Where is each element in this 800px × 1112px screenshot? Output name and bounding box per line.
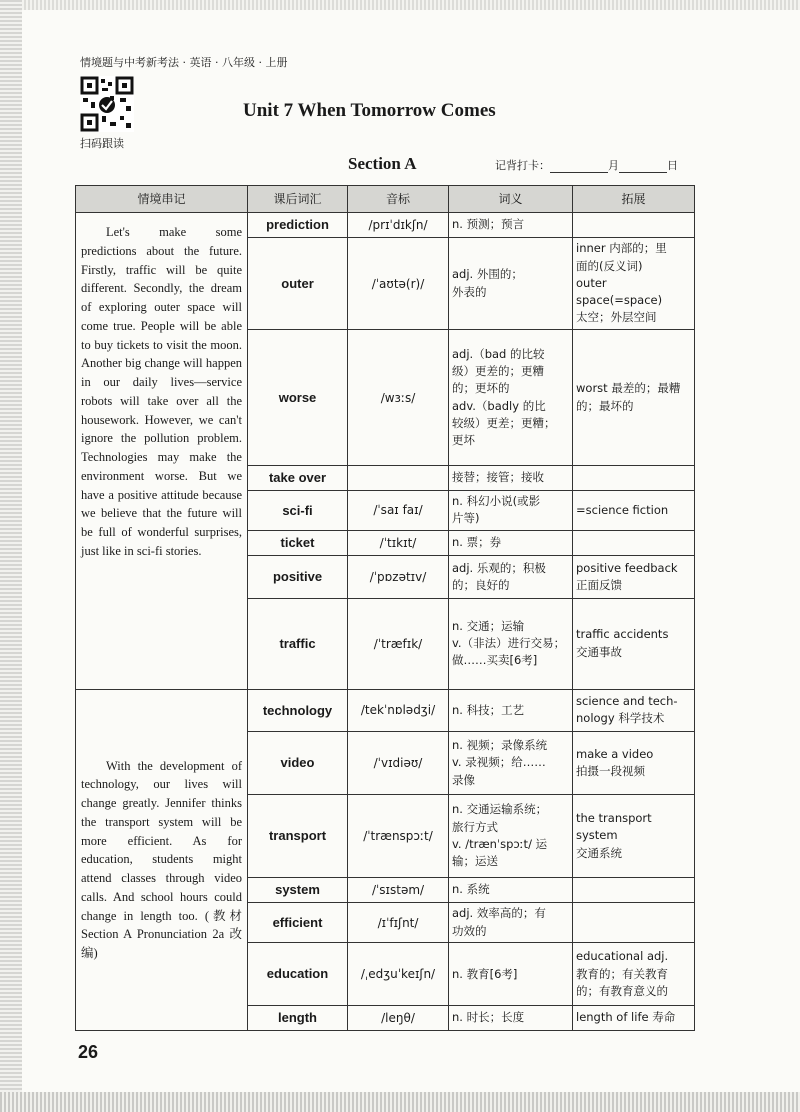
cell-line: 拍摄一段视频 [576,764,645,779]
word-cell: traffic [248,598,348,689]
cell-line: length of life 寿命 [576,1010,676,1025]
cell-line: n. 科幻小说(或影 [452,494,541,509]
extension-cell [573,1006,695,1031]
cell-line: science and tech- [576,694,678,709]
ipa-cell: /tekˈnɒlədʒi/ [348,689,449,732]
cell-line: n. 系统 [452,882,490,897]
cell-line: adj. 外围的； [452,267,523,282]
table-row [76,689,695,732]
checkin-record [495,157,678,173]
extension-cell [573,555,695,598]
cell-line: 交通系统 [576,845,622,860]
extension-cell [573,490,695,531]
cell-line: adj. 效率高的；有 [452,906,546,921]
story-paragraph: Let's make some predictions about the future. Firstly, traffic will be quite different. Secondly, the dream of exploring outer space will come true. People will be able to buy tickets to visit the moon. Another big change will happen in our daily lives—service robots will take over all the housework. However, we can't ignore the pollution problem. Technologies may make the environment worse. But we have a positive attitude because we believe that the future will be full of wonderful surprises, just like in sci-fi stories. [81,225,242,558]
ipa-cell: /prɪˈdɪkʃn/ [348,213,449,238]
extension-cell [573,598,695,689]
header-word: 课后词汇 [248,186,348,213]
cell-line: make a video [576,746,654,761]
word-cell: system [248,878,348,903]
cell-line: 的；有教育意义的 [576,983,668,998]
header-ipa: 音标 [348,186,449,213]
header-context: 情境串记 [76,186,248,213]
ipa-cell: /ˈsaɪ faɪ/ [348,490,449,531]
cell-line: 接替；接管；接收 [452,470,544,485]
ipa-cell: /ˌedʒuˈkeɪʃn/ [348,943,449,1006]
ipa-cell: /ˈvɪdiəʊ/ [348,732,449,795]
word-cell: worse [248,330,348,466]
word-cell: prediction [248,213,348,238]
story-passage-1 [76,213,248,690]
scan-edge-top [0,0,800,10]
cell-line: 录像 [452,772,475,787]
word-cell: technology [248,689,348,732]
cell-line: nology 科学技术 [576,711,665,726]
scan-edge-left [0,0,22,1112]
extension-cell [573,531,695,556]
ipa-cell: /ɪˈfɪʃnt/ [348,902,449,943]
scan-edge-bottom [0,1092,800,1112]
qr-caption: 扫码跟读 [80,137,124,150]
word-cell: ticket [248,531,348,556]
cell-line: 太空；外层空间 [576,310,657,325]
meaning-cell [449,213,573,238]
meaning-cell [449,943,573,1006]
cell-line: the transport system [576,811,652,843]
header-extension: 拓展 [573,186,695,213]
cell-line: n. 票；券 [452,535,502,550]
ipa-cell: /ˈtrænspɔːt/ [348,794,449,877]
word-cell: length [248,1006,348,1031]
cell-line: v. 录视频；给…… [452,755,546,770]
book-series-title: 情境题与中考新考法 · 英语 · 八年级 · 上册 [80,56,288,69]
cell-line: 交通事故 [576,644,622,659]
word-cell: outer [248,237,348,329]
page-number: 26 [78,1042,99,1062]
word-cell: sci-fi [248,490,348,531]
extension-cell [573,902,695,943]
unit-title: Unit 7 When Tomorrow Comes [243,100,496,121]
meaning-cell [449,531,573,556]
cell-line: n. 预测；预言 [452,217,525,232]
section-title: Section A [348,154,417,173]
cell-line: 的；最坏的 [576,398,634,413]
ipa-cell: /ˈtɪkɪt/ [348,531,449,556]
cell-line: adv.（badly 的比 [452,398,546,413]
cell-line: n. 科技；工艺 [452,702,525,717]
cell-line: 面的(反义词) [576,258,643,273]
cell-line: v. /trænˈspɔːt/ 运 [452,836,548,851]
cell-line: educational adj. [576,949,669,964]
meaning-cell [449,490,573,531]
word-cell: education [248,943,348,1006]
cell-line: n. 交通运输系统； [452,802,548,817]
extension-cell [573,732,695,795]
cell-line: 正面反馈 [576,577,622,592]
meaning-cell [449,237,573,329]
ipa-cell: /ˈaʊtə(r)/ [348,237,449,329]
cell-line: 旅行方式 [452,819,498,834]
ipa-cell: /ˈsɪstəm/ [348,878,449,903]
cell-line: 教育的；有关教育 [576,966,668,981]
cell-line: 的；良好的 [452,577,510,592]
ipa-cell: /ˈpɒzətɪv/ [348,555,449,598]
cell-line: outer space(=space) [576,275,663,308]
extension-cell [573,330,695,466]
word-cell: video [248,732,348,795]
day-blank [619,160,667,173]
day-label: 日 [667,159,678,172]
extension-cell [573,878,695,903]
word-cell: efficient [248,902,348,943]
cell-line: 输；运送 [452,854,498,869]
meaning-cell [449,878,573,903]
header-meaning: 词义 [449,186,573,213]
cell-line: v.（非法）进行交易； [452,635,566,650]
vocabulary-table [75,185,695,1031]
word-cell: transport [248,794,348,877]
meaning-cell [449,902,573,943]
month-blank [550,160,608,173]
cell-line: 的；更坏的 [452,381,510,396]
meaning-cell [449,689,573,732]
ipa-cell [348,465,449,490]
table-header-row [76,186,695,213]
meaning-cell [449,732,573,795]
extension-cell [573,213,695,238]
cell-line: 片等) [452,511,480,526]
cell-line: n. 时长；长度 [452,1010,525,1025]
table-row [76,213,695,238]
ipa-cell: /ˈtræfɪk/ [348,598,449,689]
cell-line: =science fiction [576,502,669,517]
cell-line: worst 最差的；最糟 [576,381,681,396]
extension-cell [573,943,695,1006]
cell-line: n. 视频；录像系统 [452,738,548,753]
month-label: 月 [608,159,619,172]
meaning-cell [449,465,573,490]
story-passage-2 [76,689,248,1030]
meaning-cell [449,794,573,877]
cell-line: 更坏 [452,433,475,448]
meaning-cell [449,598,573,689]
story-paragraph: With the development of technology, our lives will change greatly. Jennifer thinks the transport system will be more efficient. As for education, students might attend classes through video calls. And school hours could change in length too. (教材 Section A Pronunciation 2a 改编) [81,758,242,961]
extension-cell [573,237,695,329]
ipa-cell: /leŋθ/ [348,1006,449,1031]
cell-line: inner 内部的；里 [576,241,667,256]
meaning-cell [449,555,573,598]
cell-line: n. 教育[6考] [452,966,518,981]
ipa-cell: /wɜːs/ [348,330,449,466]
cell-line: 较级）更差；更糟； [452,415,556,430]
meaning-cell [449,330,573,466]
meaning-cell [449,1006,573,1031]
word-cell: take over [248,465,348,490]
extension-cell [573,794,695,877]
cell-line: 外表的 [452,284,487,299]
cell-line: n. 交通；运输 [452,618,525,633]
cell-line: 级）更差的；更糟 [452,364,544,379]
extension-cell [573,689,695,732]
qr-code-icon[interactable] [80,76,134,132]
cell-line: 功效的 [452,923,487,938]
cell-line: positive feedback [576,560,678,575]
cell-line: adj. 乐观的；积极 [452,560,546,575]
checkin-label: 记背打卡： [495,159,550,172]
extension-cell [573,465,695,490]
cell-line: 做……买卖[6考] [452,653,538,668]
word-cell: positive [248,555,348,598]
cell-line: adj.（bad 的比较 [452,346,545,361]
cell-line: traffic accidents [576,627,669,642]
